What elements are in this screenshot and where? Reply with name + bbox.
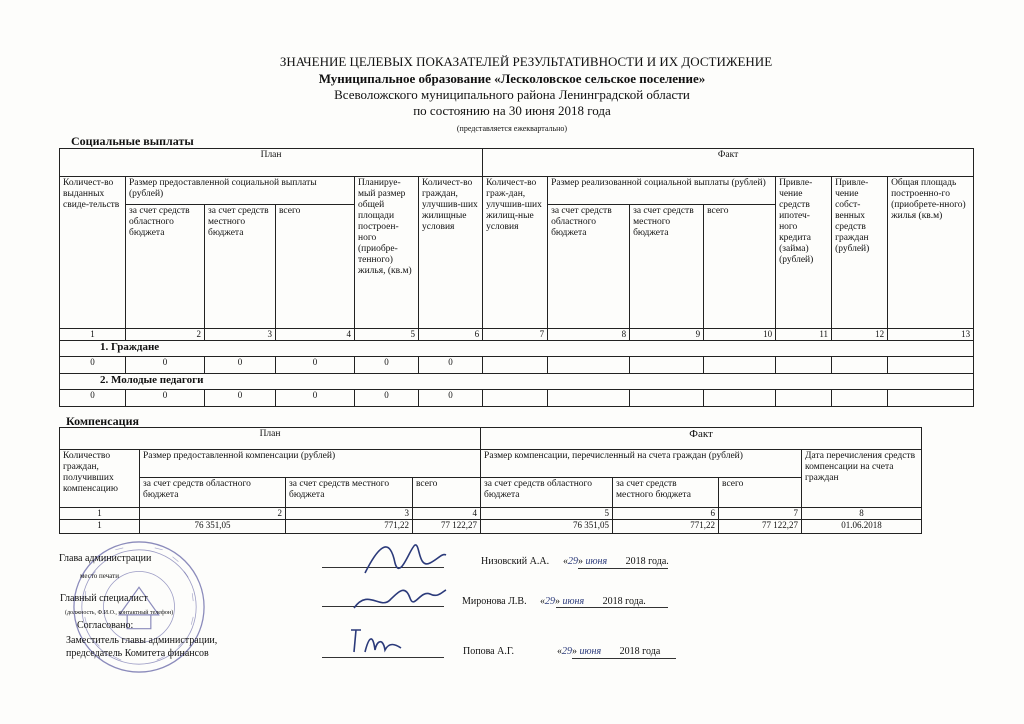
signature-date-3: «29» июня 2018 года <box>557 646 661 657</box>
date-line <box>556 607 668 608</box>
comp-plan-local-value: 771,22 <box>286 520 413 534</box>
col-number: 6 <box>419 329 483 341</box>
sig-year: 2018 года. <box>602 596 646 607</box>
own-funds-header: Привле-чение собст-венных средств граждан (рублей) <box>832 177 888 329</box>
sig-day: 29 <box>568 556 578 567</box>
col-number: 9 <box>630 329 704 341</box>
table-cell: 0 <box>355 357 419 374</box>
col-number: 7 <box>483 329 548 341</box>
comp-fact-header: Факт <box>481 428 922 450</box>
comp-citizens-header: Количество граждан, получивших компенсацию <box>60 450 140 508</box>
col-number: 10 <box>704 329 776 341</box>
fact-local-header: за счет средств местного бюджета <box>630 205 704 329</box>
col-number: 6 <box>613 508 719 520</box>
plan-regional-header: за счет средств областного бюджета <box>126 205 205 329</box>
district-name: Всеволожского муниципального района Ленинградской области <box>334 87 690 102</box>
plan-citizens-count-header: Количест-во граждан, улучшив-ших жилищные условия <box>419 177 483 329</box>
col-number: 1 <box>60 508 140 520</box>
comp-fact-total-value: 77 122,27 <box>719 520 802 534</box>
table-cell: 0 <box>419 390 483 407</box>
col-number: 5 <box>355 329 419 341</box>
table-cell: 0 <box>60 390 126 407</box>
report-date: по состоянию на 30 июня 2018 года <box>413 103 611 118</box>
table-cell: 0 <box>419 357 483 374</box>
table-cell: 0 <box>355 390 419 407</box>
comp-fact-total-header: всего <box>719 478 802 508</box>
municipality-name: Муниципальное образование «Лесколовское сельское поселение» <box>318 71 706 86</box>
table-cell: 0 <box>126 390 205 407</box>
col-number: 13 <box>888 329 974 341</box>
sig-day: 29 <box>562 646 572 657</box>
comp-date-header: Дата перечисления средств компенсации на счета граждан <box>802 450 922 508</box>
comp-plan-size-header: Размер предоставленной компенсации (рублей) <box>140 450 481 478</box>
sig-month: июня <box>585 556 608 567</box>
col-number: 11 <box>776 329 832 341</box>
signer-role-specialist-sub: (должность, Ф.И.О., контактный телефон) <box>65 610 174 616</box>
col-number: 7 <box>719 508 802 520</box>
fact-payment-size-header: Размер реализованной социальной выплаты (рублей) <box>548 177 776 205</box>
table-cell: 0 <box>205 357 276 374</box>
table-cell: 0 <box>276 390 355 407</box>
comp-plan-local-header: за счет средств местного бюджета <box>286 478 413 508</box>
planned-area-header: Планируе-мый размер общей площади построен-ного (приобре-тенного) жилья, (кв.м) <box>355 177 419 329</box>
comp-plan-header: План <box>60 428 481 450</box>
document-title: ЗНАЧЕНИЕ ЦЕЛЕВЫХ ПОКАЗАТЕЛЕЙ РЕЗУЛЬТАТИВНОСТИ И ИХ ДОСТИЖЕНИЕ <box>279 54 773 69</box>
date-line <box>578 568 668 569</box>
signer-name-2: Миронова Л.В. <box>462 596 527 607</box>
certificates-count-header: Количест-во выданных свиде-тельств <box>60 177 126 329</box>
col-number: 8 <box>802 508 922 520</box>
report-frequency-note: (представляется ежеквартально) <box>456 124 568 133</box>
comp-plan-total-header: всего <box>413 478 481 508</box>
sig-year: 2018 года. <box>625 556 669 567</box>
col-number: 3 <box>286 508 413 520</box>
comp-fact-regional-value: 76 351,05 <box>481 520 613 534</box>
mortgage-header: Привле-чение средств ипотеч-ного кредита (займа) (рублей) <box>776 177 832 329</box>
table-cell: 0 <box>126 357 205 374</box>
plan-header: План <box>60 149 483 177</box>
comp-fact-size-header: Размер компенсации, перечисленный на счета граждан (рублей) <box>481 450 802 478</box>
fact-regional-header: за счет средств областного бюджета <box>548 205 630 329</box>
col-number: 3 <box>205 329 276 341</box>
comp-plan-total-value: 77 122,27 <box>413 520 481 534</box>
comp-date-value: 01.06.2018 <box>802 520 922 534</box>
comp-plan-regional-value: 76 351,05 <box>140 520 286 534</box>
signer-role-head-sub: место печати <box>80 572 119 580</box>
comp-plan-regional-header: за счет средств областного бюджета <box>140 478 286 508</box>
comp-fact-local-header: за счет средств местного бюджета <box>613 478 719 508</box>
plan-payment-size-header: Размер предоставленной социальной выплаты (рублей) <box>126 177 355 205</box>
social-payments-table <box>59 148 974 407</box>
sig-month: июня <box>562 596 585 607</box>
sig-month: июня <box>579 646 602 657</box>
table-cell: 0 <box>276 357 355 374</box>
plan-total-header: всего <box>276 205 355 329</box>
signer-name-3: Попова А.Г. <box>463 646 514 657</box>
approval-label: Согласовано: <box>77 620 134 631</box>
col-number: 4 <box>276 329 355 341</box>
col-number: 4 <box>413 508 481 520</box>
table-cell: 0 <box>205 390 276 407</box>
compensation-section-title: Компенсация <box>66 414 139 428</box>
table-cell: 0 <box>60 357 126 374</box>
col-number: 12 <box>832 329 888 341</box>
signer-name-1: Низовский А.А. <box>481 556 550 567</box>
signature-1 <box>360 533 450 583</box>
col-number: 8 <box>548 329 630 341</box>
date-line <box>572 658 676 659</box>
built-area-header: Общая площадь построенно-го (приобрете-нного) жилья (кв.м) <box>888 177 974 329</box>
signer-role-head: Глава администрации <box>59 553 152 564</box>
signer-role-specialist: Главный специалист <box>60 593 148 604</box>
sig-day: 29 <box>545 596 555 607</box>
comp-fact-local-value: 771,22 <box>613 520 719 534</box>
comp-fact-regional-header: за счет средств областного бюджета <box>481 478 613 508</box>
col-number: 1 <box>60 329 126 341</box>
fact-citizens-count-header: Количест-во граж-дан, улучшив-ших жилищ-ные условия <box>483 177 548 329</box>
compensation-table <box>59 427 922 534</box>
plan-local-header: за счет средств местного бюджета <box>205 205 276 329</box>
col-number: 5 <box>481 508 613 520</box>
category-young-teachers: 2. Молодые педагоги <box>60 374 974 390</box>
category-citizens: 1. Граждане <box>60 341 974 357</box>
fact-header: Факт <box>483 149 974 177</box>
signature-3 <box>345 622 405 658</box>
sig-year: 2018 года <box>619 646 661 657</box>
col-number: 2 <box>140 508 286 520</box>
signature-date-2: «29» июня 2018 года. <box>540 596 646 607</box>
social-section-title: Социальные выплаты <box>71 134 194 148</box>
signature-date-1: «29» июня 2018 года. <box>563 556 669 567</box>
signature-2 <box>350 580 450 616</box>
signer-role-deputy: Заместитель главы администрации, председатель Комитета финансов <box>66 635 218 659</box>
col-number: 2 <box>126 329 205 341</box>
fact-total-header: всего <box>704 205 776 329</box>
comp-citizens-value: 1 <box>60 520 140 534</box>
